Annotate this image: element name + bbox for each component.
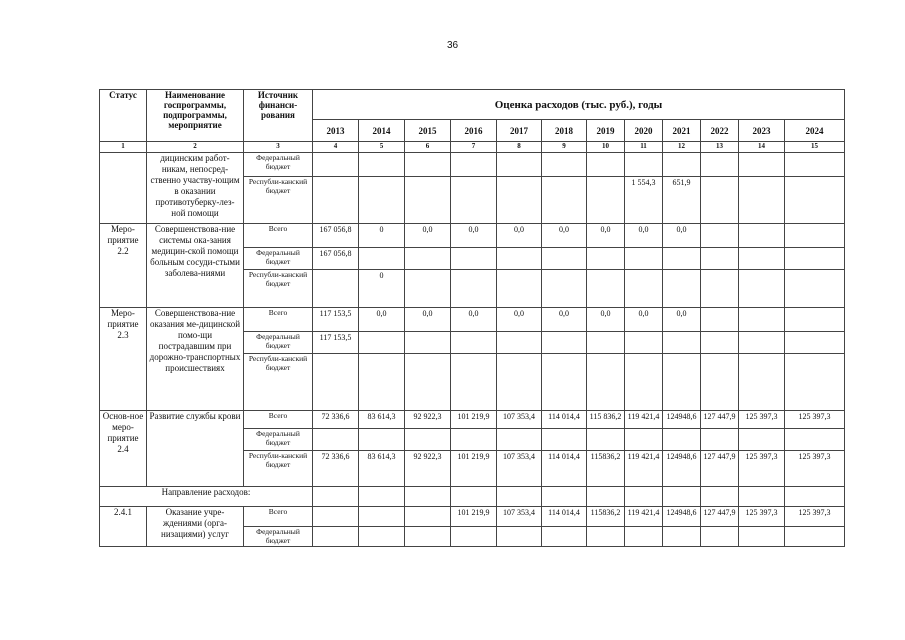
value-cell: 72 336,6	[313, 451, 359, 487]
value-cell: 0,0	[663, 308, 701, 332]
value-cell	[542, 177, 587, 224]
header-estimate: Оценка расходов (тыс. руб.), годы	[313, 90, 845, 120]
value-cell	[359, 354, 405, 411]
value-cell: 114 014,4	[542, 411, 587, 429]
value-cell	[625, 487, 663, 507]
year-header: 2014	[359, 120, 405, 142]
value-cell	[405, 527, 451, 547]
value-cell	[625, 270, 663, 308]
value-cell	[625, 248, 663, 270]
value-cell	[739, 224, 785, 248]
value-cell: 117 153,5	[313, 332, 359, 354]
value-cell	[497, 248, 542, 270]
measure-name: Развитие службы крови	[147, 411, 244, 487]
funding-source: Федеральный бюджет	[244, 332, 313, 354]
value-cell	[701, 177, 739, 224]
value-cell: 125 397,3	[785, 451, 845, 487]
value-cell: 119 421,4	[625, 507, 663, 527]
value-cell: 0,0	[497, 224, 542, 248]
value-cell	[739, 177, 785, 224]
value-cell	[663, 270, 701, 308]
value-cell	[587, 153, 625, 177]
value-cell: 127 447,9	[701, 411, 739, 429]
value-cell	[663, 487, 701, 507]
value-cell	[739, 429, 785, 451]
value-cell: 127 447,9	[701, 451, 739, 487]
status-cell: 2.4.1	[100, 507, 147, 547]
value-cell	[497, 270, 542, 308]
expenditure-table	[99, 89, 845, 547]
column-number: 11	[625, 142, 663, 153]
value-cell	[587, 177, 625, 224]
value-cell: 124948,6	[663, 411, 701, 429]
value-cell	[497, 177, 542, 224]
value-cell	[625, 354, 663, 411]
column-number: 5	[359, 142, 405, 153]
year-header: 2015	[405, 120, 451, 142]
value-cell	[739, 354, 785, 411]
value-cell	[739, 270, 785, 308]
value-cell	[451, 332, 497, 354]
value-cell	[451, 487, 497, 507]
value-cell	[497, 354, 542, 411]
value-cell: 107 353,4	[497, 507, 542, 527]
value-cell	[785, 270, 845, 308]
page-number: 36	[446, 40, 459, 51]
table-row	[100, 153, 845, 177]
value-cell: 0,0	[625, 224, 663, 248]
value-cell	[405, 429, 451, 451]
value-cell: 167 056,8	[313, 224, 359, 248]
table-row	[100, 507, 845, 527]
value-cell	[542, 248, 587, 270]
year-header: 2019	[587, 120, 625, 142]
value-cell	[701, 527, 739, 547]
value-cell: 0,0	[542, 308, 587, 332]
value-cell	[405, 354, 451, 411]
value-cell	[451, 153, 497, 177]
value-cell: 0,0	[587, 308, 625, 332]
value-cell	[542, 153, 587, 177]
value-cell	[313, 429, 359, 451]
value-cell	[701, 429, 739, 451]
column-number: 7	[451, 142, 497, 153]
value-cell	[405, 487, 451, 507]
value-cell	[405, 507, 451, 527]
value-cell: 0,0	[451, 308, 497, 332]
value-cell: 0,0	[542, 224, 587, 248]
value-cell	[701, 153, 739, 177]
value-cell	[359, 248, 405, 270]
status-cell: Основ-ное меро-приятие 2.4	[100, 411, 147, 487]
value-cell: 124948,6	[663, 451, 701, 487]
value-cell: 101 219,9	[451, 507, 497, 527]
value-cell: 101 219,9	[451, 451, 497, 487]
value-cell	[497, 332, 542, 354]
value-cell	[313, 177, 359, 224]
value-cell	[739, 153, 785, 177]
column-number: 1	[100, 142, 147, 153]
value-cell: 167 056,8	[313, 248, 359, 270]
value-cell	[451, 429, 497, 451]
value-cell	[451, 527, 497, 547]
value-cell: 117 153,5	[313, 308, 359, 332]
value-cell	[701, 308, 739, 332]
value-cell	[785, 224, 845, 248]
table-row	[100, 224, 845, 248]
value-cell	[587, 487, 625, 507]
value-cell: 0,0	[405, 224, 451, 248]
value-cell: 115 836,2	[587, 411, 625, 429]
value-cell: 83 614,3	[359, 411, 405, 429]
year-header: 2013	[313, 120, 359, 142]
value-cell: 114 014,4	[542, 451, 587, 487]
value-cell	[542, 487, 587, 507]
value-cell	[663, 527, 701, 547]
funding-source: Федеральный бюджет	[244, 527, 313, 547]
value-cell: 125 397,3	[785, 411, 845, 429]
column-number: 2	[147, 142, 244, 153]
value-cell: 124948,6	[663, 507, 701, 527]
value-cell: 115836,2	[587, 507, 625, 527]
value-cell	[701, 487, 739, 507]
column-number: 10	[587, 142, 625, 153]
value-cell: 0,0	[625, 308, 663, 332]
value-cell	[785, 308, 845, 332]
year-header: 2021	[663, 120, 701, 142]
value-cell	[313, 153, 359, 177]
value-cell	[785, 153, 845, 177]
value-cell: 107 353,4	[497, 451, 542, 487]
value-cell	[663, 332, 701, 354]
value-cell	[663, 354, 701, 411]
value-cell	[785, 332, 845, 354]
column-number: 6	[405, 142, 451, 153]
value-cell	[451, 270, 497, 308]
status-cell: Меро-приятие 2.2	[100, 224, 147, 308]
header-source: Источник финанси-рования	[244, 90, 313, 142]
value-cell	[587, 332, 625, 354]
value-cell	[587, 270, 625, 308]
value-cell: 0,0	[497, 308, 542, 332]
value-cell	[785, 354, 845, 411]
value-cell: 651,9	[663, 177, 701, 224]
value-cell: 0,0	[359, 308, 405, 332]
value-cell	[313, 270, 359, 308]
value-cell	[701, 224, 739, 248]
funding-source: Федеральный бюджет	[244, 429, 313, 451]
value-cell: 125 397,3	[785, 507, 845, 527]
column-number: 3	[244, 142, 313, 153]
value-cell	[359, 332, 405, 354]
value-cell	[359, 487, 405, 507]
value-cell: 101 219,9	[451, 411, 497, 429]
value-cell	[405, 332, 451, 354]
column-number: 8	[497, 142, 542, 153]
funding-source: Всего	[244, 507, 313, 527]
column-number: 12	[663, 142, 701, 153]
value-cell	[587, 354, 625, 411]
funding-source: Республи-канский бюджет	[244, 354, 313, 411]
value-cell	[451, 177, 497, 224]
column-number: 4	[313, 142, 359, 153]
value-cell	[542, 354, 587, 411]
expense-direction-label: Направление расходов:	[100, 487, 313, 507]
value-cell	[739, 487, 785, 507]
value-cell	[663, 429, 701, 451]
value-cell	[542, 429, 587, 451]
value-cell: 119 421,4	[625, 451, 663, 487]
value-cell	[625, 527, 663, 547]
value-cell	[785, 487, 845, 507]
value-cell	[587, 429, 625, 451]
value-cell	[701, 354, 739, 411]
value-cell	[785, 177, 845, 224]
table-row	[100, 308, 845, 332]
value-cell	[497, 153, 542, 177]
value-cell: 125 397,3	[739, 507, 785, 527]
year-header: 2024	[785, 120, 845, 142]
funding-source: Республи-канский бюджет	[244, 270, 313, 308]
value-cell	[625, 153, 663, 177]
year-header: 2020	[625, 120, 663, 142]
value-cell	[451, 248, 497, 270]
value-cell: 1 554,3	[625, 177, 663, 224]
value-cell	[663, 153, 701, 177]
table-row	[100, 411, 845, 429]
funding-source: Республи-канский бюджет	[244, 177, 313, 224]
value-cell: 0,0	[663, 224, 701, 248]
value-cell	[542, 527, 587, 547]
value-cell	[785, 527, 845, 547]
column-number: 15	[785, 142, 845, 153]
value-cell	[405, 177, 451, 224]
measure-name: Совершенствова-ние системы ока-зания медицин-ской помощи больным сосуди-стыми заболева-ниями	[147, 224, 244, 308]
value-cell	[701, 248, 739, 270]
value-cell	[497, 527, 542, 547]
value-cell	[625, 429, 663, 451]
value-cell: 0,0	[587, 224, 625, 248]
value-cell	[701, 332, 739, 354]
value-cell	[701, 270, 739, 308]
value-cell: 0	[359, 270, 405, 308]
measure-name: Оказание учре-ждениями (орга-низациями) услуг	[147, 507, 244, 547]
year-header: 2023	[739, 120, 785, 142]
funding-source: Республи-канский бюджет	[244, 451, 313, 487]
value-cell	[451, 354, 497, 411]
funding-source: Всего	[244, 411, 313, 429]
value-cell: 114 014,4	[542, 507, 587, 527]
value-cell	[542, 270, 587, 308]
value-cell	[359, 177, 405, 224]
year-header: 2022	[701, 120, 739, 142]
value-cell: 92 922,3	[405, 411, 451, 429]
value-cell	[663, 248, 701, 270]
value-cell: 127 447,9	[701, 507, 739, 527]
value-cell: 0	[359, 224, 405, 248]
value-cell	[313, 354, 359, 411]
value-cell	[405, 270, 451, 308]
value-cell	[785, 248, 845, 270]
column-number: 9	[542, 142, 587, 153]
measure-name: Совершенствова-ние оказания ме-дицинской помо-щи пострадавшим при дорожно-транспортных происшествиях	[147, 308, 244, 411]
value-cell	[625, 332, 663, 354]
value-cell	[359, 429, 405, 451]
status-cell	[100, 153, 147, 224]
value-cell: 83 614,3	[359, 451, 405, 487]
value-cell	[359, 527, 405, 547]
measure-name: дицинским работ-никам, непосред-ственно участву-ющим в оказании противотуберку-лез-ной помощи	[147, 153, 244, 224]
funding-source: Всего	[244, 224, 313, 248]
value-cell	[313, 527, 359, 547]
value-cell	[542, 332, 587, 354]
value-cell: 0,0	[405, 308, 451, 332]
value-cell	[359, 507, 405, 527]
value-cell: 72 336,6	[313, 411, 359, 429]
value-cell: 92 922,3	[405, 451, 451, 487]
value-cell	[497, 487, 542, 507]
table-row	[100, 487, 845, 507]
value-cell: 107 353,4	[497, 411, 542, 429]
value-cell: 125 397,3	[739, 411, 785, 429]
funding-source: Федеральный бюджет	[244, 248, 313, 270]
value-cell	[313, 487, 359, 507]
value-cell: 0,0	[451, 224, 497, 248]
value-cell	[405, 153, 451, 177]
funding-source: Всего	[244, 308, 313, 332]
year-header: 2017	[497, 120, 542, 142]
value-cell	[739, 308, 785, 332]
column-number: 14	[739, 142, 785, 153]
value-cell	[587, 527, 625, 547]
header-name: Наименование госпрограммы, подпрограммы, мероприятие	[147, 90, 244, 142]
status-cell: Меро-приятие 2.3	[100, 308, 147, 411]
funding-source: Федеральный бюджет	[244, 153, 313, 177]
value-cell	[785, 429, 845, 451]
value-cell	[405, 248, 451, 270]
value-cell	[497, 429, 542, 451]
value-cell	[359, 153, 405, 177]
value-cell: 119 421,4	[625, 411, 663, 429]
header-status: Статус	[100, 90, 147, 142]
year-header: 2016	[451, 120, 497, 142]
year-header: 2018	[542, 120, 587, 142]
value-cell	[739, 332, 785, 354]
value-cell: 125 397,3	[739, 451, 785, 487]
value-cell	[739, 527, 785, 547]
value-cell	[313, 507, 359, 527]
column-number: 13	[701, 142, 739, 153]
value-cell	[739, 248, 785, 270]
value-cell: 115836,2	[587, 451, 625, 487]
value-cell	[587, 248, 625, 270]
